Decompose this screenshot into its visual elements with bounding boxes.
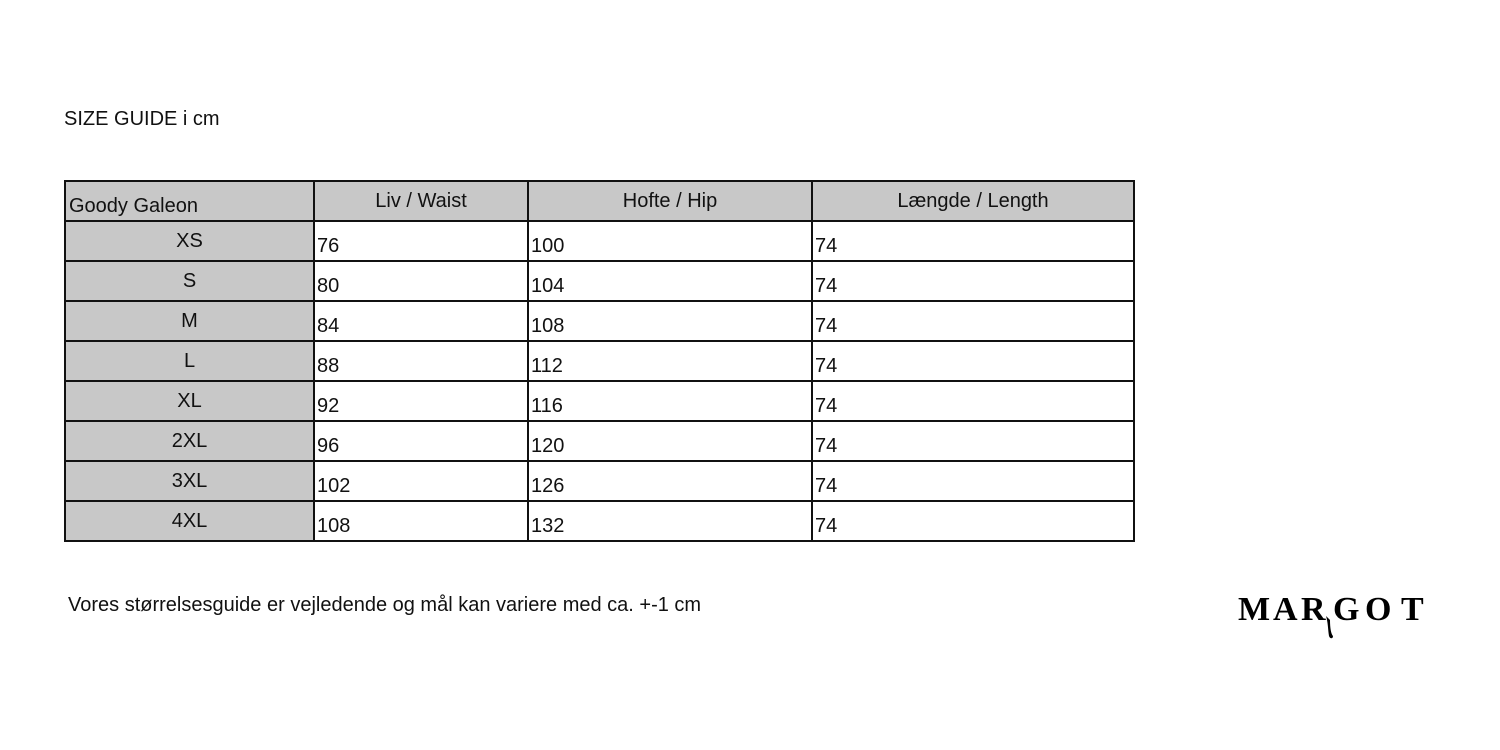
table-row <box>65 261 1134 301</box>
length-cell: 74 <box>812 461 1134 501</box>
table-row <box>65 501 1134 541</box>
hip-cell: 132 <box>528 501 812 541</box>
size-cell: S <box>65 261 314 301</box>
waist-cell: 108 <box>314 501 528 541</box>
logo-letter-t: T <box>1401 591 1424 628</box>
length-cell: 74 <box>812 261 1134 301</box>
length-cell: 74 <box>812 381 1134 421</box>
table-row <box>65 381 1134 421</box>
length-cell: 74 <box>812 301 1134 341</box>
size-cell: M <box>65 301 314 341</box>
table-header-row <box>65 181 1134 221</box>
length-column-header: Længde / Length <box>812 181 1134 221</box>
waist-cell: 92 <box>314 381 528 421</box>
table-row <box>65 341 1134 381</box>
hip-cell: 108 <box>528 301 812 341</box>
size-cell: L <box>65 341 314 381</box>
hip-cell: 104 <box>528 261 812 301</box>
length-cell: 74 <box>812 221 1134 261</box>
hip-cell: 112 <box>528 341 812 381</box>
table-row <box>65 421 1134 461</box>
table-row <box>65 461 1134 501</box>
size-cell: 3XL <box>65 461 314 501</box>
length-cell: 74 <box>812 421 1134 461</box>
size-cell: 2XL <box>65 421 314 461</box>
waist-cell: 76 <box>314 221 528 261</box>
logo-r-tail-decoration <box>1326 616 1333 638</box>
length-cell: 74 <box>812 501 1134 541</box>
size-cell: XS <box>65 221 314 261</box>
table-row <box>65 221 1134 261</box>
hip-column-header: Hofte / Hip <box>528 181 812 221</box>
logo-letter-g: G <box>1333 591 1360 628</box>
logo-letter-a: A <box>1273 591 1298 628</box>
disclaimer-note: Vores størrelsesguide er vejledende og mål kan variere med ca. +-1 cm <box>68 594 702 616</box>
waist-cell: 84 <box>314 301 528 341</box>
hip-cell: 100 <box>528 221 812 261</box>
size-cell: 4XL <box>65 501 314 541</box>
hip-cell: 116 <box>528 381 812 421</box>
logo-letter-o: O <box>1365 591 1392 628</box>
logo-letter-r: R <box>1301 591 1326 628</box>
page-title: SIZE GUIDE i cm <box>64 108 220 130</box>
size-cell: XL <box>65 381 314 421</box>
product-name-header: Goody Galeon <box>65 181 314 221</box>
waist-cell: 80 <box>314 261 528 301</box>
length-cell: 74 <box>812 341 1134 381</box>
margot-logo <box>1238 590 1434 642</box>
waist-cell: 96 <box>314 421 528 461</box>
hip-cell: 126 <box>528 461 812 501</box>
waist-column-header: Liv / Waist <box>314 181 528 221</box>
logo-letter-m: M <box>1238 591 1271 628</box>
size-table <box>64 180 1135 542</box>
waist-cell: 88 <box>314 341 528 381</box>
hip-cell: 120 <box>528 421 812 461</box>
table-row <box>65 301 1134 341</box>
waist-cell: 102 <box>314 461 528 501</box>
